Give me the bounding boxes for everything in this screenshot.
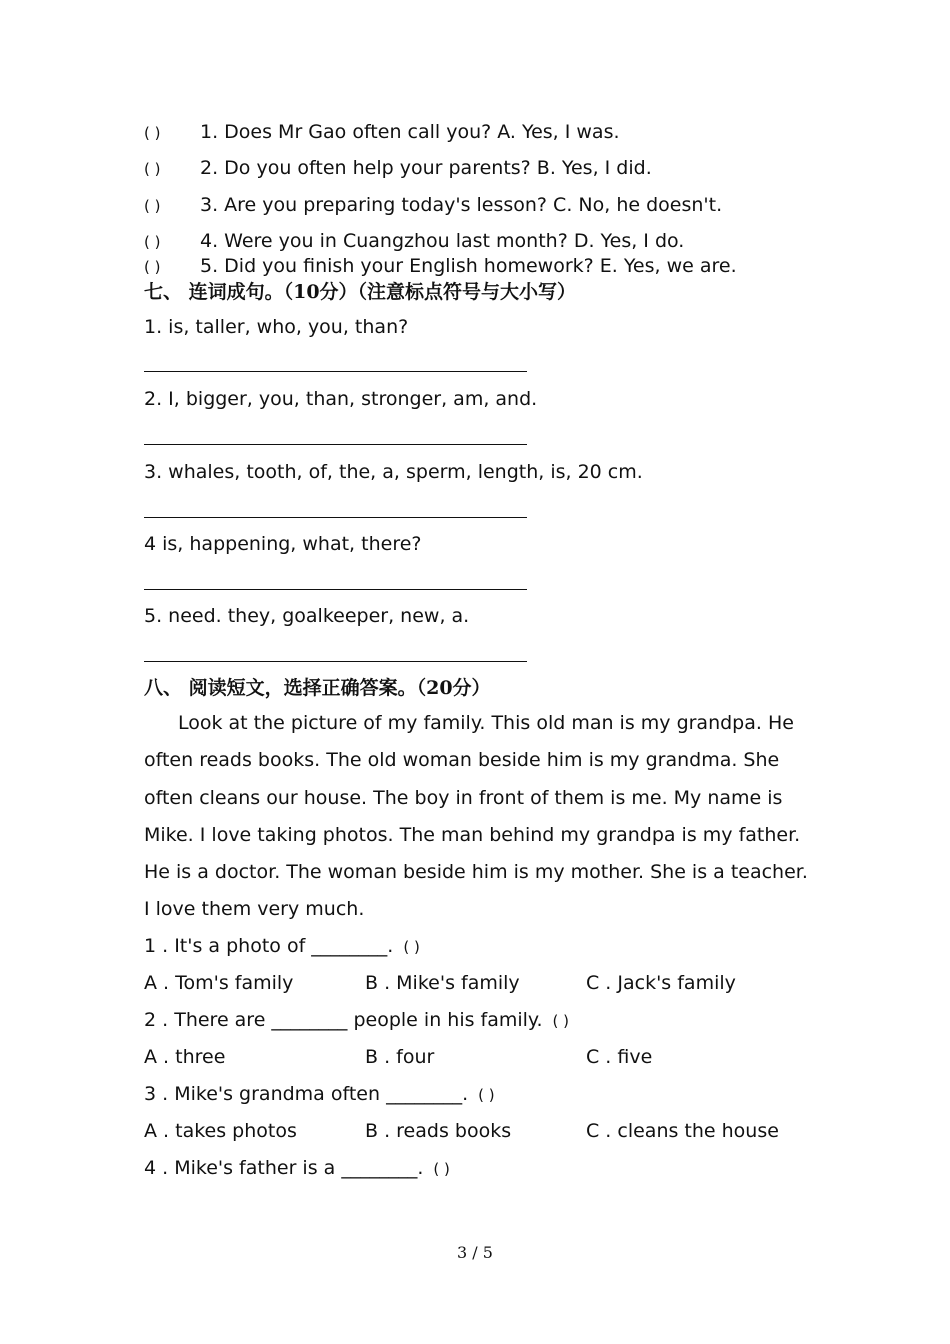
answer-line[interactable] — [144, 589, 527, 590]
matching-text: 2. Do you often help your parents? B. Yes, I did. — [200, 157, 652, 179]
sentence-prompt: 4 is, happening, what, there? — [144, 533, 422, 555]
answer-paren[interactable]: ( ) — [403, 938, 420, 956]
sentence-prompt: 2. I, bigger, you, than, stronger, am, and. — [144, 388, 538, 410]
matching-text: 3. Are you preparing today's lesson? C. No, he doesn't. — [200, 194, 723, 216]
option-c[interactable]: C . cleans the house — [586, 1120, 779, 1142]
option-c[interactable]: C . five — [586, 1046, 653, 1068]
option-c[interactable]: C . Jack's family — [586, 972, 736, 994]
answer-paren[interactable]: ( ) — [144, 160, 161, 178]
answer-line[interactable] — [144, 517, 527, 518]
answer-line[interactable] — [144, 661, 527, 662]
option-b[interactable]: B . reads books — [365, 1120, 512, 1142]
page-number: 3 / 5 — [457, 1243, 493, 1262]
answer-paren[interactable]: ( ) — [144, 258, 161, 276]
answer-line[interactable] — [144, 371, 527, 372]
matching-item — [144, 193, 722, 218]
question — [144, 934, 420, 959]
option-b[interactable]: B . Mike's family — [365, 972, 520, 994]
answer-paren[interactable]: ( ) — [478, 1086, 495, 1104]
option-b[interactable]: B . four — [365, 1046, 435, 1068]
section-heading: 七、 连词成句。（10分）（注意标点符号与大小写） — [144, 281, 577, 303]
matching-item — [144, 254, 737, 279]
question — [144, 1008, 569, 1033]
question-text: 4 . Mike's father is a ________. — [144, 1157, 424, 1179]
matching-text: 5. Did you finish your English homework? E. Yes, we are. — [200, 255, 737, 277]
option-a[interactable]: A . three — [144, 1046, 226, 1068]
reading-passage: Look at the picture of my family. This old man is my grandpa. He often reads books. The old woman beside him is my grandma. She often cleans our house. The boy in front of them is me. My name is Mike. I love taking photos. The man behind my grandpa is my father. He is a doctor. The woman beside him is my mother. She is a teacher. I love them very much. — [144, 712, 808, 921]
answer-paren[interactable]: ( ) — [552, 1012, 569, 1030]
answer-paren[interactable]: ( ) — [433, 1160, 450, 1178]
question — [144, 1156, 450, 1181]
matching-item — [144, 229, 684, 254]
sentence-prompt: 5. need. they, goalkeeper, new, a. — [144, 605, 470, 627]
sentence-prompt: 3. whales, tooth, of, the, a, sperm, length, is, 20 cm. — [144, 461, 643, 483]
option-a[interactable]: A . takes photos — [144, 1120, 297, 1142]
section-heading: 八、 阅读短文，选择正确答案。（20分） — [144, 677, 491, 699]
answer-paren[interactable]: ( ) — [144, 233, 161, 251]
option-a[interactable]: A . Tom's family — [144, 972, 294, 994]
matching-text: 4. Were you in Cuangzhou last month? D. Yes, I do. — [200, 230, 685, 252]
answer-line[interactable] — [144, 444, 527, 445]
answer-paren[interactable]: ( ) — [144, 124, 161, 142]
matching-text: 1. Does Mr Gao often call you? A. Yes, I was. — [200, 121, 620, 143]
matching-item — [144, 156, 652, 181]
question — [144, 1082, 495, 1107]
question-text: 2 . There are ________ people in his family. — [144, 1009, 543, 1031]
sentence-prompt: 1. is, taller, who, you, than? — [144, 316, 409, 338]
matching-item — [144, 120, 620, 145]
answer-paren[interactable]: ( ) — [144, 197, 161, 215]
question-text: 1 . It's a photo of ________. — [144, 935, 394, 957]
question-text: 3 . Mike's grandma often ________. — [144, 1083, 469, 1105]
